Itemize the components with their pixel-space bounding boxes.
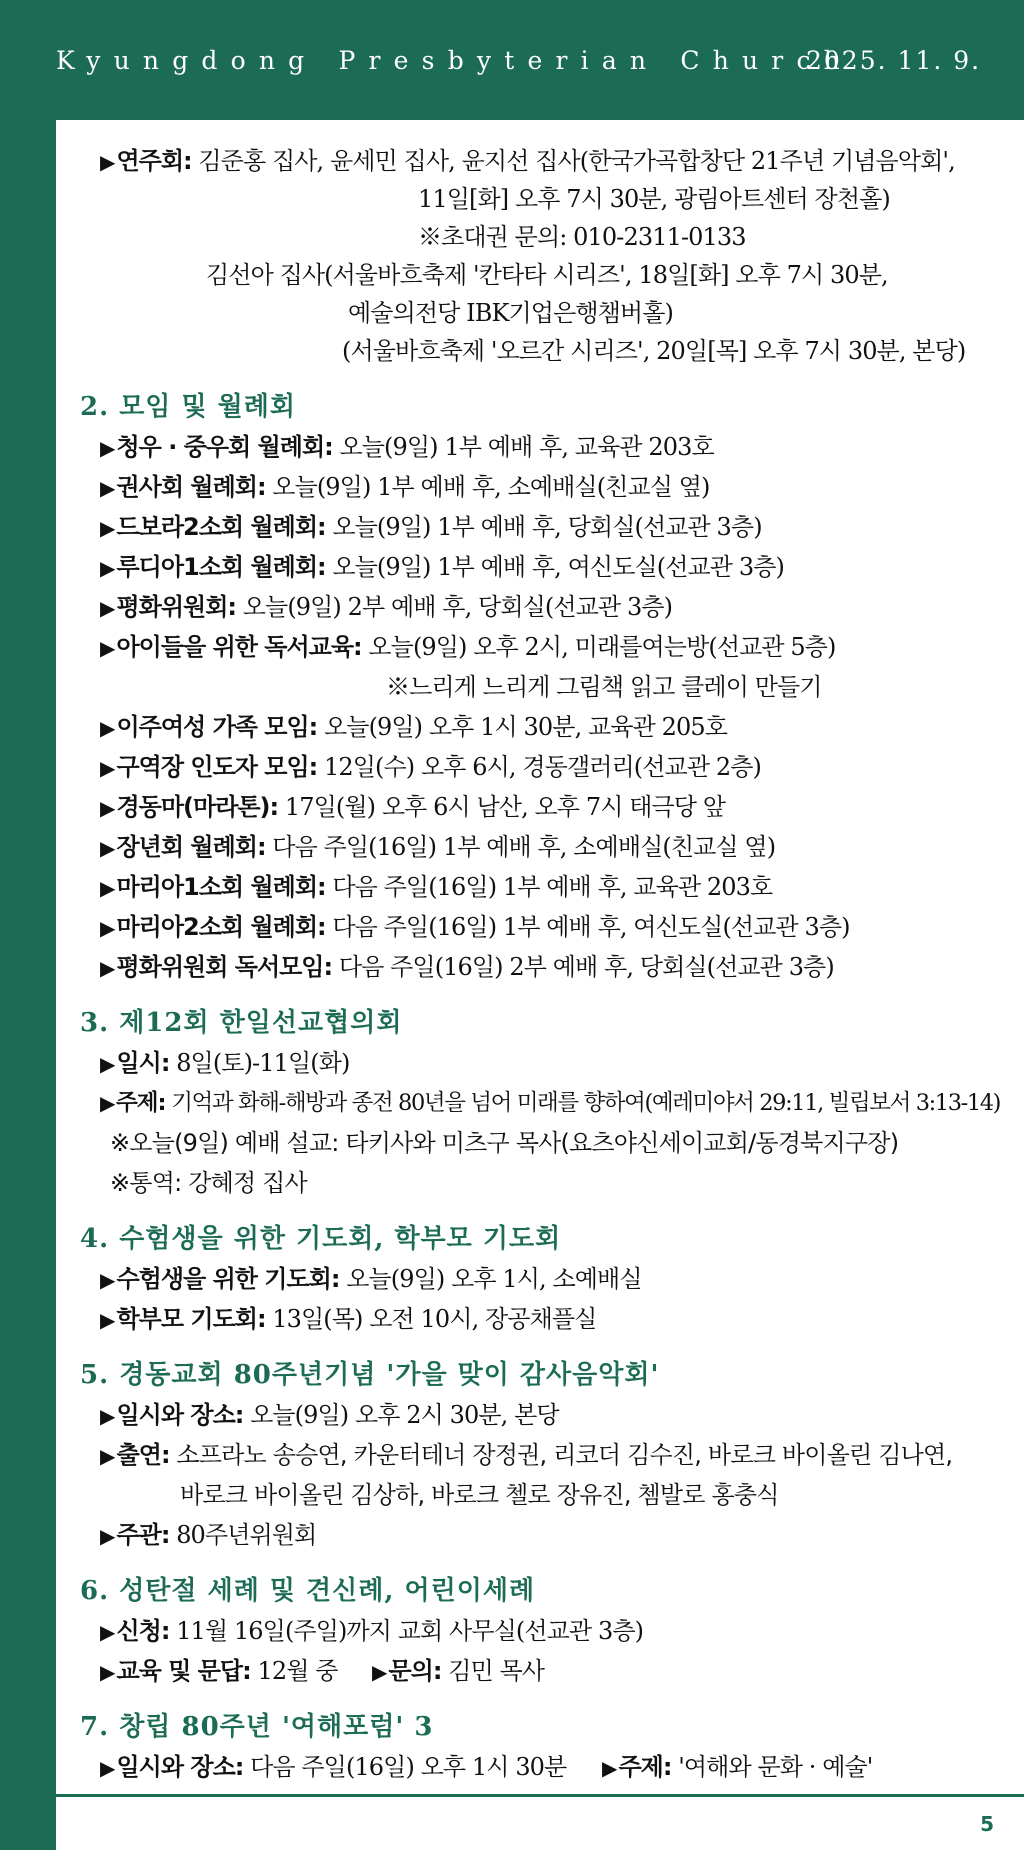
sec2-item: ▶루디아1소회 월례회: 오늘(9일) 1부 예배 후, 여신도실(선교관 3층)	[100, 553, 784, 581]
bullet-arrow-icon: ▶	[602, 1756, 617, 1780]
sec7-when: ▶일시와 장소: 다음 주일(16일) 오후 1시 30분	[100, 1753, 567, 1781]
sec6-edu: ▶교육 및 문답: 12월 중	[100, 1657, 338, 1685]
section-7-title: 7. 창립 80주년 '여해포럼' 3	[80, 1712, 434, 1742]
sec2-item: ▶경동마(마라톤): 17일(월) 오후 6시 남산, 오후 7시 태극당 앞	[100, 793, 726, 821]
sec5-host: ▶주관: 80주년위원회	[100, 1521, 317, 1549]
sec5-place: ▶일시와 장소: 오늘(9일) 오후 2시 30분, 본당	[100, 1401, 559, 1429]
church-name: Kyungdong Presbyterian Church	[56, 46, 853, 75]
sec2-item: ▶드보라2소회 월례회: 오늘(9일) 1부 예배 후, 당회실(선교관 3층)	[100, 513, 762, 541]
recital-text-1: 김준홍 집사, 윤세민 집사, 윤지선 집사(한국가곡합창단 21주년 기념음악회',	[198, 147, 955, 175]
sec5-cast: ▶출연: 소프라노 송승연, 카운터테너 장정권, 리코더 김수진, 바로크 바이올린 김나연,	[100, 1441, 953, 1469]
bullet-arrow-icon: ▶	[100, 1524, 115, 1548]
bullet-arrow-icon: ▶	[100, 1091, 114, 1115]
sec4-item: ▶학부모 기도회: 13일(목) 오전 10시, 장공채플실	[100, 1305, 597, 1333]
sec2-item: ▶권사회 월례회: 오늘(9일) 1부 예배 후, 소예배실(친교실 옆)	[100, 473, 710, 501]
sec7-theme: ▶주제: '여해와 문화 · 예술'	[602, 1753, 873, 1781]
bullet-arrow-icon: ▶	[100, 1268, 115, 1292]
bullet-arrow-icon: ▶	[100, 636, 115, 660]
section-5-title: 5. 경동교회 80주년기념 '가을 맞이 감사음악회'	[80, 1360, 660, 1390]
bullet-arrow-icon: ▶	[100, 876, 115, 900]
sec3-date: ▶일시: 8일(토)-11일(화)	[100, 1049, 350, 1077]
page-body	[56, 120, 1024, 1850]
bulletin-date: 2025. 11. 9.	[806, 46, 982, 75]
bullet-arrow-icon: ▶	[100, 836, 115, 860]
sec2-item: ▶평화위원회: 오늘(9일) 2부 예배 후, 당회실(선교관 3층)	[100, 593, 673, 621]
sec2-item: ▶청우 · 중우회 월례회: 오늘(9일) 1부 예배 후, 교육관 203호	[100, 433, 714, 461]
bullet-arrow-icon: ▶	[100, 596, 115, 620]
bullet-arrow-icon: ▶	[100, 1308, 115, 1332]
bullet-arrow-icon: ▶	[100, 1404, 115, 1428]
sec6-ask: ▶문의: 김민 목사	[372, 1657, 545, 1685]
bullet-arrow-icon: ▶	[100, 476, 115, 500]
sec2-item: ▶이주여성 가족 모임: 오늘(9일) 오후 1시 30분, 교육관 205호	[100, 713, 728, 741]
sec3-sermon-note: ※오늘(9일) 예배 설교: 타키사와 미츠구 목사(요츠야신세이교회/동경북지구장)	[110, 1129, 899, 1157]
bullet-arrow-icon: ▶	[100, 1052, 115, 1076]
bullet-arrow-icon: ▶	[100, 150, 115, 174]
section-2-title: 2. 모임 및 월례회	[80, 392, 296, 422]
page-number: 5	[980, 1812, 994, 1836]
page-header	[0, 0, 1024, 120]
sec2-item: ▶마리아2소회 월례회: 다음 주일(16일) 1부 예배 후, 여신도실(선교관 3층)	[100, 913, 850, 941]
sec2-item: ▶평화위원회 독서모임: 다음 주일(16일) 2부 예배 후, 당회실(선교관 3층)	[100, 953, 834, 981]
recital-line-3: ※초대권 문의: 010-2311-0133	[418, 223, 746, 251]
bullet-arrow-icon: ▶	[100, 1444, 115, 1468]
recital-line-5: 예술의전당 IBK기업은행챔버홀)	[348, 299, 673, 327]
bullet-arrow-icon: ▶	[372, 1660, 387, 1684]
bullet-arrow-icon: ▶	[100, 716, 115, 740]
sec2-item: ▶마리아1소회 월례회: 다음 주일(16일) 1부 예배 후, 교육관 203호	[100, 873, 773, 901]
bullet-arrow-icon: ▶	[100, 1756, 115, 1780]
sec2-item: ▶구역장 인도자 모임: 12일(수) 오후 6시, 경동갤러리(선교관 2층)	[100, 753, 761, 781]
bullet-arrow-icon: ▶	[100, 796, 115, 820]
bullet-arrow-icon: ▶	[100, 916, 115, 940]
section-3-title: 3. 제12회 한일선교협의회	[80, 1008, 403, 1038]
bullet-arrow-icon: ▶	[100, 556, 115, 580]
sec2-item: ▶아이들을 위한 독서교육: 오늘(9일) 오후 2시, 미래를여는방(선교관 5층)	[100, 633, 836, 661]
recital-line-6: (서울바흐축제 '오르간 시리즈', 20일[목] 오후 7시 30분, 본당)	[342, 337, 966, 365]
bullet-arrow-icon: ▶	[100, 1660, 115, 1684]
bullet-arrow-icon: ▶	[100, 516, 115, 540]
sec4-item: ▶수험생을 위한 기도회: 오늘(9일) 오후 1시, 소예배실	[100, 1265, 642, 1293]
sec6-apply: ▶신청: 11월 16일(주일)까지 교회 사무실(선교관 3층)	[100, 1617, 644, 1645]
bullet-arrow-icon: ▶	[100, 756, 115, 780]
sec3-theme: ▶주제: 기억과 화해-해방과 종전 80년을 넘어 미래를 향하여(예레미야서 29:11, 빌립보서 3:13-14)	[100, 1090, 1001, 1116]
section-6-title: 6. 성탄절 세례 및 견신례, 어린이세례	[80, 1576, 536, 1606]
sec3-translation-note: ※통역: 강혜정 집사	[110, 1169, 307, 1197]
recital-line-1	[100, 146, 955, 177]
bullet-arrow-icon: ▶	[100, 956, 115, 980]
section-4-title: 4. 수험생을 위한 기도회, 학부모 기도회	[80, 1224, 562, 1254]
footer-divider	[56, 1794, 1024, 1797]
sec2-item: ▶장년회 월례회: 다음 주일(16일) 1부 예배 후, 소예배실(친교실 옆)	[100, 833, 776, 861]
bullet-arrow-icon: ▶	[100, 436, 115, 460]
recital-line-2: 11일[화] 오후 7시 30분, 광림아트센터 장천홀)	[418, 185, 890, 213]
bullet-arrow-icon: ▶	[100, 1620, 115, 1644]
sec5-cast-cont: 바로크 바이올린 김상하, 바로크 첼로 장유진, 쳄발로 홍충식	[180, 1481, 779, 1509]
recital-line-4: 김선아 집사(서울바흐축제 '칸타타 시리즈', 18일[화] 오후 7시 30분,	[206, 261, 888, 289]
recital-label: 연주회:	[116, 147, 192, 175]
reading-note: ※느리게 느리게 그림책 읽고 클레이 만들기	[386, 673, 822, 701]
